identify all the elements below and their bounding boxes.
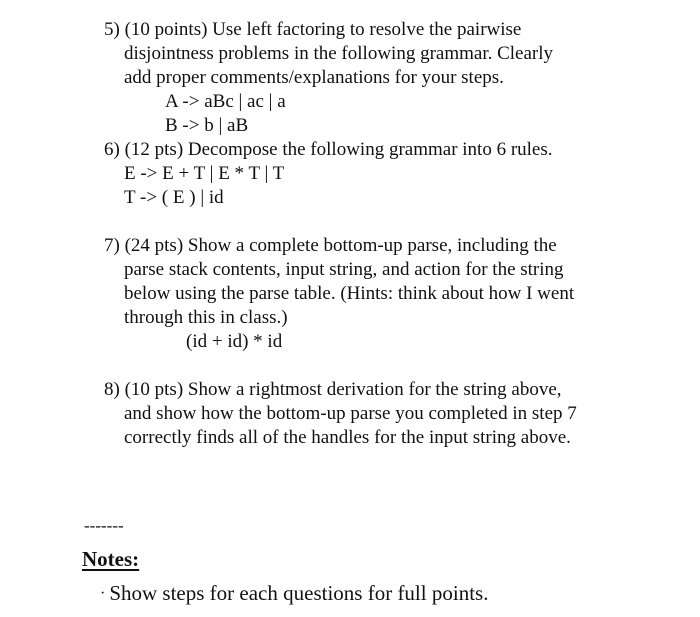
q5-grammar-rule-a: A -> aBc | ac | a xyxy=(165,91,286,112)
q8-line-1: 8) (10 pts) Show a rightmost derivation for the string above, xyxy=(104,379,562,400)
q8-line-3: correctly finds all of the handles for the input string above. xyxy=(124,427,571,448)
q5-grammar-rule-b: B -> b | aB xyxy=(165,115,249,136)
q6-grammar-rule-t: T -> ( E ) | id xyxy=(124,187,224,208)
q7-line-4: through this in class.) xyxy=(124,307,288,328)
notes-item xyxy=(100,580,488,607)
notes-title: Notes: xyxy=(82,547,140,571)
q5-line-1: 5) (10 points) Use left factoring to resolve the pairwise xyxy=(104,19,522,40)
separator-dashes: ------- xyxy=(84,516,124,535)
q7-input-string: (id + id) * id xyxy=(186,331,283,352)
q6-line-1: 6) (12 pts) Decompose the following grammar into 6 rules. xyxy=(104,139,553,160)
q5-line-3: add proper comments/explanations for your steps. xyxy=(124,67,504,88)
q7-line-1: 7) (24 pts) Show a complete bottom-up parse, including the xyxy=(104,235,557,256)
q5-line-2: disjointness problems in the following grammar. Clearly xyxy=(124,43,554,64)
notes-item-text: Show steps for each questions for full points. xyxy=(109,581,489,605)
q6-grammar-rule-e: E -> E + T | E * T | T xyxy=(124,163,285,184)
q8-line-2: and show how the bottom-up parse you completed in step 7 xyxy=(124,403,577,424)
bullet-icon: · xyxy=(100,585,106,602)
q7-line-2: parse stack contents, input string, and action for the string xyxy=(124,259,564,280)
q7-line-3: below using the parse table. (Hints: think about how I went xyxy=(124,283,575,304)
